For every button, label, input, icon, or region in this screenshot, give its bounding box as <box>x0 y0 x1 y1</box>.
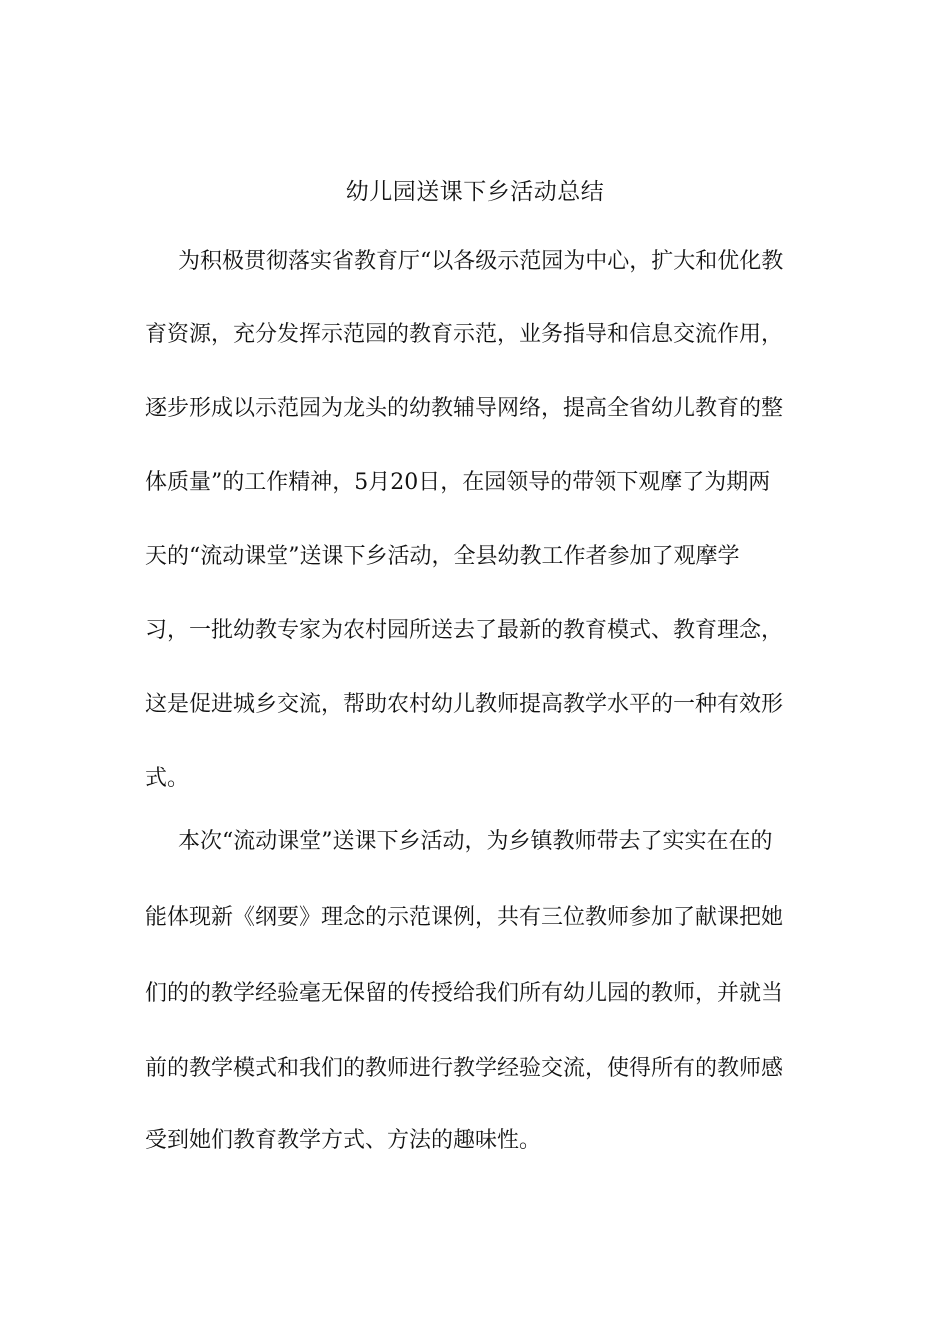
paragraph-1-line-7: 这是促进城乡交流，帮助农村幼儿教师提高教学水平的一种有效形 <box>145 692 784 717</box>
paragraph-1-line-5: 天的“流动课堂”送课下乡活动，全县幼教工作者参加了观摩学 <box>145 544 740 569</box>
paragraph-2-line-2: 能体现新《纲要》理念的示范课例，共有三位教师参加了献课把她 <box>145 905 784 930</box>
paragraph-1-line-4: 体质量”的工作精神，5月20日，在园领导的带领下观摩了为期两 <box>145 470 771 495</box>
paragraph-2-line-3: 们的的教学经验毫无保留的传授给我们所有幼儿园的教师，并就当 <box>145 981 784 1006</box>
paragraph-1-line-2: 育资源，充分发挥示范园的教育示范，业务指导和信息交流作用， <box>145 322 784 347</box>
document-title: 幼儿园送课下乡活动总结 <box>345 179 605 205</box>
paragraph-1-line-1: 为积极贯彻落实省教育厅“以各级示范园为中心，扩大和优化教 <box>178 249 784 274</box>
paragraph-1-line-8: 式。 <box>145 766 190 791</box>
paragraph-1-line-3: 逐步形成以示范园为龙头的幼教辅导网络，提高全省幼儿教育的整 <box>145 396 784 421</box>
paragraph-1-line-6: 习，一批幼教专家为农村园所送去了最新的教育模式、教育理念， <box>145 618 784 643</box>
paragraph-2-line-5: 受到她们教育教学方式、方法的趣味性。 <box>145 1128 542 1153</box>
paragraph-2-line-4: 前的教学模式和我们的教师进行教学经验交流，使得所有的教师感 <box>145 1056 784 1081</box>
paragraph-2-line-1: 本次“流动课堂”送课下乡活动，为乡镇教师带去了实实在在的 <box>178 829 773 854</box>
